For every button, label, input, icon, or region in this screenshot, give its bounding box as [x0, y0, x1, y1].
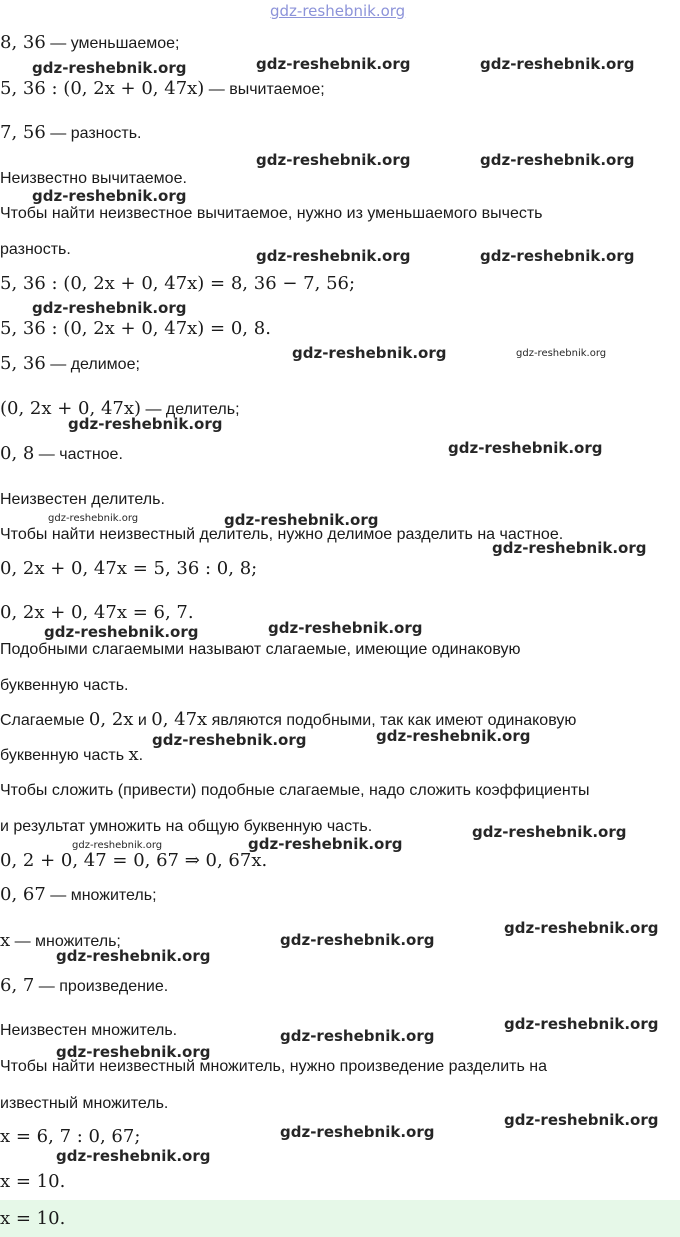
text: являются подобными, так как имеют одинаковую	[207, 712, 577, 729]
answer-box	[0, 1200, 680, 1237]
watermark: gdz-reshebnik.org	[32, 187, 187, 205]
text: — делимое;	[45, 356, 140, 373]
text: — разность.	[45, 125, 142, 142]
top-watermark-link[interactable]: gdz-reshebnik.org	[270, 2, 406, 20]
line-like-terms-def-end: буквенную часть.	[0, 677, 129, 694]
line-rule-subtrahend-end: разность.	[0, 241, 71, 258]
watermark: gdz-reshebnik.org	[48, 513, 139, 524]
math-expression: 5, 36 : (0, 2x + 0, 47x)	[0, 78, 205, 99]
math-expression: 0, 2 + 0, 47 = 0, 67 ⇒ 0, 67x.	[0, 850, 268, 871]
watermark: gdz-reshebnik.org	[376, 727, 531, 745]
line-unknown-subtrahend: Неизвестно вычитаемое.	[0, 170, 187, 187]
watermark: gdz-reshebnik.org	[480, 247, 635, 265]
line-unknown-divisor: Неизвестен делитель.	[0, 491, 165, 508]
watermark: gdz-reshebnik.org	[72, 840, 163, 851]
line-quotient	[0, 443, 123, 466]
math-expression: x	[128, 744, 139, 765]
watermark: gdz-reshebnik.org	[504, 919, 659, 937]
line-unknown-factor: Неизвестен множитель.	[0, 1022, 178, 1039]
math-expression: (0, 2x + 0, 47x)	[0, 398, 142, 419]
watermark: gdz-reshebnik.org	[504, 1111, 659, 1129]
text: — произведение.	[34, 978, 169, 995]
math-expression: 0, 2x	[88, 709, 134, 730]
watermark: gdz-reshebnik.org	[492, 539, 647, 557]
math-expression: x = 10.	[0, 1171, 66, 1192]
watermark: gdz-reshebnik.org	[44, 623, 199, 641]
watermark: gdz-reshebnik.org	[516, 348, 607, 359]
line-rule-factor-end: известный множитель.	[0, 1095, 169, 1112]
math-expression: 0, 2x + 0, 47x = 6, 7.	[0, 602, 194, 623]
text: — вычитаемое;	[204, 81, 325, 98]
math-expression: 0, 67	[0, 884, 46, 905]
line-equation-7	[0, 1171, 65, 1194]
text: .	[138, 747, 144, 764]
math-expression: x = 6, 7 : 0, 67;	[0, 1126, 141, 1147]
line-difference	[0, 122, 142, 145]
line-rule-factor: Чтобы найти неизвестный множитель, нужно произведение разделить на	[0, 1058, 548, 1075]
line-letter-part	[0, 744, 143, 767]
text: Слагаемые	[0, 712, 89, 729]
watermark: gdz-reshebnik.org	[268, 619, 423, 637]
watermark: gdz-reshebnik.org	[256, 247, 411, 265]
line-equation-6	[0, 1126, 140, 1149]
line-equation-5	[0, 850, 267, 873]
line-equation-4	[0, 602, 194, 625]
watermark: gdz-reshebnik.org	[472, 823, 627, 841]
line-minuend	[0, 32, 179, 55]
text: — делитель;	[141, 401, 240, 418]
math-expression: 0, 47x	[151, 709, 208, 730]
math-expression: 5, 36 : (0, 2x + 0, 47x) = 0, 8.	[0, 318, 271, 339]
line-rule-like-terms: Чтобы сложить (привести) подобные слагаемые, надо сложить коэффициенты	[0, 782, 590, 799]
math-expression: 8, 36	[0, 32, 46, 53]
line-rule-subtrahend: Чтобы найти неизвестное вычитаемое, нужно из уменьшаемого вычесть	[0, 205, 543, 222]
line-equation-1	[0, 273, 355, 296]
line-equation-2	[0, 318, 271, 341]
line-dividend	[0, 353, 140, 376]
watermark: gdz-reshebnik.org	[32, 59, 187, 77]
text: — частное.	[34, 446, 123, 463]
watermark: gdz-reshebnik.org	[32, 299, 187, 317]
line-factor-1	[0, 884, 157, 907]
watermark: gdz-reshebnik.org	[256, 55, 411, 73]
math-expression: 5, 36	[0, 353, 46, 374]
text: — множитель;	[45, 887, 157, 904]
text: — множитель;	[10, 933, 121, 950]
watermark: gdz-reshebnik.org	[68, 415, 223, 433]
line-equation-3	[0, 558, 257, 581]
line-rule-divisor: Чтобы найти неизвестный делитель, нужно делимое разделить на частное.	[0, 526, 564, 543]
line-rule-like-terms-end: и результат умножить на общую буквенную часть.	[0, 818, 373, 835]
math-expression: 7, 56	[0, 122, 46, 143]
math-expression: 6, 7	[0, 975, 35, 996]
watermark: gdz-reshebnik.org	[256, 151, 411, 169]
line-subtrahend	[0, 78, 325, 101]
watermark: gdz-reshebnik.org	[292, 344, 447, 362]
watermark: gdz-reshebnik.org	[480, 55, 635, 73]
watermark: gdz-reshebnik.org	[504, 1015, 659, 1033]
text: и	[133, 712, 152, 729]
math-expression: 5, 36 : (0, 2x + 0, 47x) = 8, 36 − 7, 56;	[0, 273, 356, 294]
watermark: gdz-reshebnik.org	[280, 1027, 435, 1045]
watermark: gdz-reshebnik.org	[448, 439, 603, 457]
watermark: gdz-reshebnik.org	[248, 835, 403, 853]
watermark: gdz-reshebnik.org	[152, 731, 307, 749]
watermark: gdz-reshebnik.org	[56, 1043, 211, 1061]
text: буквенную часть	[0, 747, 129, 764]
text: — уменьшаемое;	[45, 35, 180, 52]
watermark: gdz-reshebnik.org	[224, 511, 379, 529]
answer-value: x = 10.	[0, 1208, 66, 1229]
watermark: gdz-reshebnik.org	[56, 1147, 211, 1165]
math-expression: 0, 8	[0, 443, 35, 464]
watermark: gdz-reshebnik.org	[280, 931, 435, 949]
math-expression: 0, 2x + 0, 47x = 5, 36 : 0, 8;	[0, 558, 258, 579]
watermark: gdz-reshebnik.org	[480, 151, 635, 169]
line-product	[0, 975, 168, 998]
line-like-terms-def: Подобными слагаемыми называют слагаемые, имеющие одинаковую	[0, 641, 521, 658]
math-expression: x	[0, 930, 11, 951]
watermark: gdz-reshebnik.org	[56, 947, 211, 965]
watermark: gdz-reshebnik.org	[280, 1123, 435, 1141]
